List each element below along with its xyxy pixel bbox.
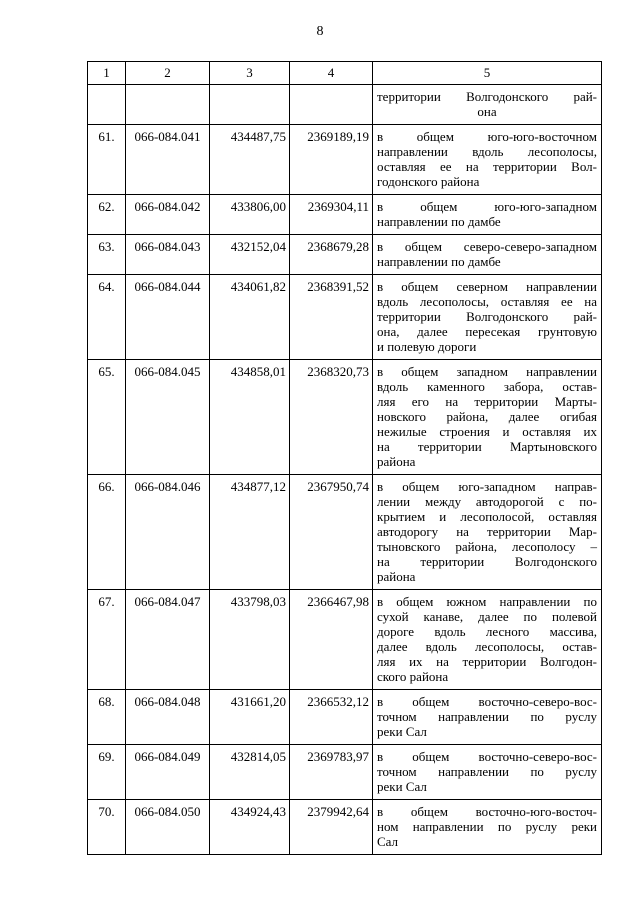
description-line: в общем восточно-северо-вос- (377, 749, 597, 764)
description-line: в общем западном направлении (377, 364, 597, 379)
table-row (88, 745, 602, 800)
description-line: направлении вдоль лесополосы, (377, 144, 597, 159)
description-line: района (377, 454, 416, 469)
table-header-row (88, 62, 602, 85)
table-row (88, 125, 602, 195)
description-line: реки Сал (377, 779, 427, 794)
cell-x: 432152,04 (210, 235, 290, 275)
description-line: далее вдоль лесополосы, остав- (377, 639, 597, 654)
cell-x: 433798,03 (210, 590, 290, 690)
cell-description (373, 800, 602, 855)
cell-y (290, 85, 373, 125)
description-line: дороге вдоль лесного массива, (377, 624, 597, 639)
cell-num: 66. (88, 475, 126, 590)
page-number: 8 (316, 24, 324, 39)
cell-description (373, 690, 602, 745)
cell-num: 70. (88, 800, 126, 855)
cell-code: 066-084.046 (126, 475, 210, 590)
cell-y: 2367950,74 (290, 475, 373, 590)
cell-y: 2369783,97 (290, 745, 373, 800)
description-line: оставляя ее на территории Вол- (377, 159, 597, 174)
description-line: тыновского района, лесополосу – (377, 539, 597, 554)
cell-x: 433806,00 (210, 195, 290, 235)
cell-description (373, 275, 602, 360)
table-row (88, 195, 602, 235)
cell-y: 2366532,12 (290, 690, 373, 745)
cell-num: 65. (88, 360, 126, 475)
description-line: направлении по дамбе (377, 254, 501, 269)
cell-num: 64. (88, 275, 126, 360)
cell-y: 2366467,98 (290, 590, 373, 690)
cell-x: 432814,05 (210, 745, 290, 800)
cell-description (373, 195, 602, 235)
description-line: точном направлении по руслу (377, 709, 597, 724)
cell-y: 2369189,19 (290, 125, 373, 195)
table-row (88, 690, 602, 745)
cell-description (373, 590, 602, 690)
cell-x: 434858,01 (210, 360, 290, 475)
cell-description (373, 125, 602, 195)
cell-code: 066-084.050 (126, 800, 210, 855)
cell-y: 2368391,52 (290, 275, 373, 360)
cell-description (373, 745, 602, 800)
column-header-2: 2 (126, 62, 210, 85)
cell-x (210, 85, 290, 125)
description-line: в общем юго-юго-западном (377, 199, 597, 214)
cell-description (373, 85, 602, 125)
description-line: в общем восточно-северо-вос- (377, 694, 597, 709)
description-line: она, далее пересекая грунтовую (377, 324, 597, 339)
cell-y: 2368679,28 (290, 235, 373, 275)
description-line: точном направлении по руслу (377, 764, 597, 779)
cell-code: 066-084.043 (126, 235, 210, 275)
description-line: Сал (377, 834, 399, 849)
cell-description (373, 360, 602, 475)
description-line: территории Волгодонского рай- (377, 89, 597, 104)
cell-num: 61. (88, 125, 126, 195)
description-line: в общем северном направлении (377, 279, 597, 294)
cell-code: 066-084.047 (126, 590, 210, 690)
cell-num: 63. (88, 235, 126, 275)
cell-description (373, 475, 602, 590)
table-row (88, 360, 602, 475)
column-header-1: 1 (88, 62, 126, 85)
cell-num: 69. (88, 745, 126, 800)
cell-num: 67. (88, 590, 126, 690)
table-row (88, 275, 602, 360)
cell-num: 62. (88, 195, 126, 235)
description-line: вдоль каменного забора, остав- (377, 379, 597, 394)
cell-y: 2368320,73 (290, 360, 373, 475)
description-line: района (377, 569, 416, 584)
description-line: ном направлении по руслу реки (377, 819, 597, 834)
cell-code (126, 85, 210, 125)
description-line: на территории Мартыновского (377, 439, 597, 454)
description-line: в общем южном направлении по (377, 594, 597, 609)
cell-x: 431661,20 (210, 690, 290, 745)
boundary-points-table (87, 61, 602, 855)
description-line: в общем северо-северо-западном (377, 239, 597, 254)
table-body (88, 85, 602, 855)
cell-code: 066-084.049 (126, 745, 210, 800)
description-line: автодорогу на территории Мар- (377, 524, 597, 539)
description-line: направлении по дамбе (377, 214, 501, 229)
description-line: территории Волгодонского рай- (377, 309, 597, 324)
continuation-row (88, 85, 602, 125)
cell-x: 434924,43 (210, 800, 290, 855)
table-row (88, 590, 602, 690)
cell-code: 066-084.045 (126, 360, 210, 475)
description-line: нежилые строения и оставляя их (377, 424, 597, 439)
table-row (88, 800, 602, 855)
description-line: ляя его на территории Марты- (377, 394, 597, 409)
column-header-3: 3 (210, 62, 290, 85)
description-line: крытием и лесополосой, оставляя (377, 509, 597, 524)
description-line: ляя их на территории Волгодон- (377, 654, 597, 669)
cell-code: 066-084.041 (126, 125, 210, 195)
cell-y: 2369304,11 (290, 195, 373, 235)
description-line: реки Сал (377, 724, 427, 739)
cell-x: 434877,12 (210, 475, 290, 590)
cell-code: 066-084.044 (126, 275, 210, 360)
table-row (88, 475, 602, 590)
description-line: и полевую дороги (377, 339, 477, 354)
column-header-4: 4 (290, 62, 373, 85)
cell-description (373, 235, 602, 275)
description-line: новского района, далее огибая (377, 409, 597, 424)
description-line: на территории Волгодонского (377, 554, 597, 569)
column-header-5: 5 (373, 62, 602, 85)
description-line: вдоль лесополосы, оставляя ее на (377, 294, 597, 309)
description-line: сухой канаве, далее по полевой (377, 609, 597, 624)
cell-x: 434061,82 (210, 275, 290, 360)
description-line: годонского района (377, 174, 480, 189)
description-line: в общем юго-западном направ- (377, 479, 597, 494)
cell-num (88, 85, 126, 125)
cell-code: 066-084.048 (126, 690, 210, 745)
description-line: ского района (377, 669, 449, 684)
description-line: в общем юго-юго-восточном (377, 129, 597, 144)
cell-y: 2379942,64 (290, 800, 373, 855)
cell-code: 066-084.042 (126, 195, 210, 235)
description-line: в общем восточно-юго-восточ- (377, 804, 597, 819)
description-line: лении между автодорогой с по- (377, 494, 597, 509)
cell-num: 68. (88, 690, 126, 745)
table-row (88, 235, 602, 275)
cell-x: 434487,75 (210, 125, 290, 195)
description-line: она (477, 104, 497, 119)
